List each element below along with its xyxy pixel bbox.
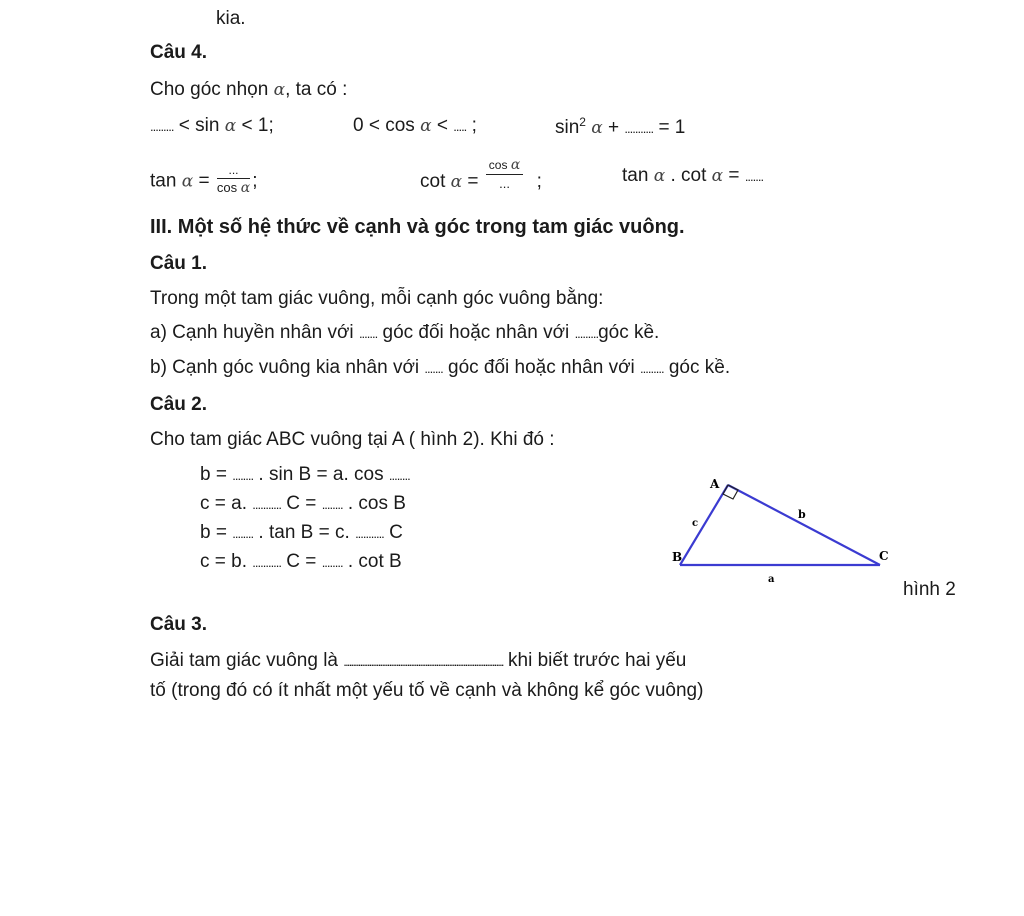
alpha-symbol: α xyxy=(273,80,286,100)
vertex-label-b: B xyxy=(672,550,683,564)
cau4-cos-bounds: 0 < cos α < ..... ; xyxy=(353,115,477,136)
cau3-heading: Câu 3. xyxy=(150,614,208,635)
cau1-item-a: a) Cạnh huyền nhân với ....... góc đối hoặc nhân với .........góc kề. xyxy=(150,322,660,343)
side-label-b: b xyxy=(798,508,806,521)
tan-fraction: $\frac{...}{\text{cos α}}$ xyxy=(216,163,251,196)
cau4-pythagoras-identity: $\sin^2 \alpha$ + ........... = 1 xyxy=(555,115,686,138)
figure-caption: hình 2 xyxy=(903,579,956,600)
cau4-tan-cot-product: tan α . cot α = ....... xyxy=(622,165,764,186)
triangle-figure xyxy=(660,470,900,585)
cau2-heading: Câu 2. xyxy=(150,394,208,415)
cau1-heading: Câu 1. xyxy=(150,253,208,274)
cau4-tan-formula: tan α = $\frac{...}{\text{cos α}}$ ; xyxy=(150,163,258,196)
triangle-side-b xyxy=(728,485,880,565)
cau2-formula-4: c = b. ........... C = ........ . cot B xyxy=(200,551,402,572)
vertex-label-a: A xyxy=(710,477,720,491)
cau3-line-1: Giải tam giác vuông là ........................................................................................ khi biết trước hai yếu xyxy=(150,650,687,671)
cot-fraction: $\frac{\text{cos α}}{...}$ xyxy=(486,158,524,190)
cau4-cot-formula: cot α = $\frac{\text{cos α}}{...}$ ; xyxy=(420,157,542,193)
cau3-line-2: tố (trong đó có ít nhất một yếu tố về cạnh và không kể góc vuông) xyxy=(150,680,704,701)
cau1-item-b: b) Cạnh góc vuông kia nhân với ....... góc đối hoặc nhân với ......... góc kề. xyxy=(150,357,731,378)
cau2-formula-2: c = a. ........... C = ........ . cos B xyxy=(200,493,406,514)
side-label-a: a xyxy=(768,574,775,585)
cau2-intro: Cho tam giác ABC vuông tại A ( hình 2). Khi đó : xyxy=(150,429,555,450)
cau2-formula-1: b = ........ . sin B = a. cos ........ xyxy=(200,464,410,485)
section3-title: III. Một số hệ thức về cạnh và góc trong tam giác vuông. xyxy=(150,216,685,238)
cau2-formula-3: b = ........ . tan B = c. ........... C xyxy=(200,522,403,543)
cau4-heading: Câu 4. xyxy=(150,42,208,63)
side-label-c: c xyxy=(692,518,699,529)
top-fragment: kia. xyxy=(216,8,246,29)
vertex-label-c: C xyxy=(879,549,889,563)
cau4-sin-bounds: ......... < sin α < 1; xyxy=(150,115,274,136)
cau4-intro: Cho góc nhọn α, ta có : xyxy=(150,79,348,100)
cau1-intro: Trong một tam giác vuông, mỗi cạnh góc vuông bằng: xyxy=(150,288,604,309)
triangle-side-c xyxy=(680,485,728,565)
